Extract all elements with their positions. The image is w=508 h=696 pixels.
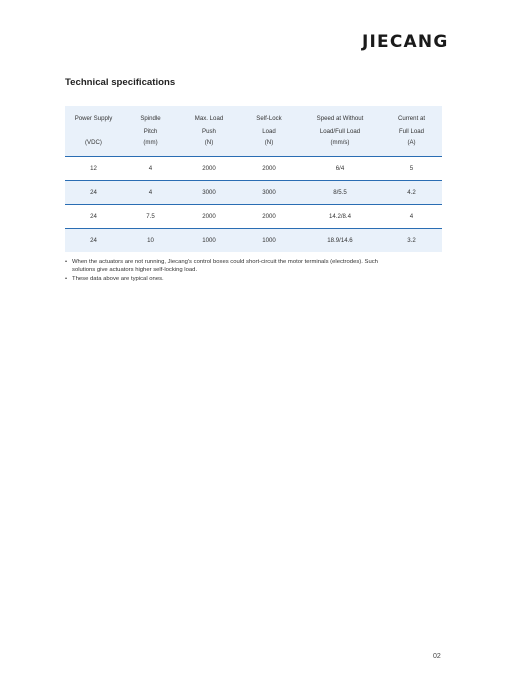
- table-cell: 2000: [239, 205, 299, 229]
- page-number: 02: [433, 653, 441, 660]
- table-cell: 2000: [179, 157, 239, 181]
- table-cell: 1000: [239, 229, 299, 253]
- table-cell: 3000: [239, 181, 299, 205]
- header-cell: Self-Lock: [256, 115, 282, 122]
- header-cell: (mm): [143, 139, 158, 146]
- table-cell: 1000: [179, 229, 239, 253]
- bullet-icon: •: [65, 275, 68, 282]
- header-cell: Speed at Without: [316, 115, 364, 122]
- table-cell: 14.2/8.4: [299, 205, 381, 229]
- table-cell: 4: [122, 157, 179, 181]
- table-row: [65, 229, 442, 253]
- header-cell: Push: [202, 128, 216, 135]
- header-cell: Power Supply: [74, 115, 113, 122]
- table-cell: 4.2: [381, 181, 442, 205]
- table-cell: 24: [65, 205, 122, 229]
- header-cell: Pitch: [143, 128, 158, 135]
- note-item: [65, 258, 395, 275]
- brand-logo: JIECANG: [362, 32, 449, 52]
- table-header-row: [65, 128, 442, 139]
- table-row: [65, 157, 442, 181]
- header-cell: (mm/s): [330, 139, 350, 146]
- table-cell: 2000: [239, 157, 299, 181]
- table-cell: 5: [381, 157, 442, 181]
- table-row: [65, 181, 442, 205]
- header-cell: Current at: [397, 115, 426, 122]
- notes-list: [65, 258, 395, 283]
- header-cell: (A): [407, 139, 416, 146]
- table-cell: 12: [65, 157, 122, 181]
- header-cell: (VDC): [85, 139, 102, 146]
- table-cell: 10: [122, 229, 179, 253]
- table-cell: 24: [65, 181, 122, 205]
- header-cell: Spindle: [140, 115, 161, 122]
- section-title: Technical specifications: [65, 77, 176, 88]
- header-cell: Load: [262, 128, 276, 135]
- header-cell: (N): [204, 139, 214, 146]
- table-cell: 8/5.5: [299, 181, 381, 205]
- table-cell: 18.9/14.6: [299, 229, 381, 253]
- table-cell: 3.2: [381, 229, 442, 253]
- note-item: [65, 275, 395, 283]
- table-row: [65, 205, 442, 229]
- header-cell: [65, 128, 122, 139]
- table-cell: 6/4: [299, 157, 381, 181]
- header-cell: (N): [264, 139, 274, 146]
- table-cell: 4: [381, 205, 442, 229]
- table-cell: 2000: [179, 205, 239, 229]
- spec-table: [65, 106, 442, 252]
- table-cell: 3000: [179, 181, 239, 205]
- header-cell: Load/Full Load: [319, 128, 361, 135]
- table-cell: 24: [65, 229, 122, 253]
- note-text: These data above are typical ones.: [72, 275, 164, 282]
- table-cell: 7.5: [122, 205, 179, 229]
- table-header-row: [65, 139, 442, 157]
- header-cell: Max. Load: [194, 115, 224, 122]
- header-cell: Full Load: [398, 128, 425, 135]
- note-text: When the actuators are not running, Jiecang's control boxes could short-circuit the motor terminals (electrodes). Such solutions give actuators higher self-locking load.: [72, 259, 378, 274]
- bullet-icon: •: [65, 259, 68, 265]
- table-cell: 4: [122, 181, 179, 205]
- table-header-row: [65, 106, 442, 128]
